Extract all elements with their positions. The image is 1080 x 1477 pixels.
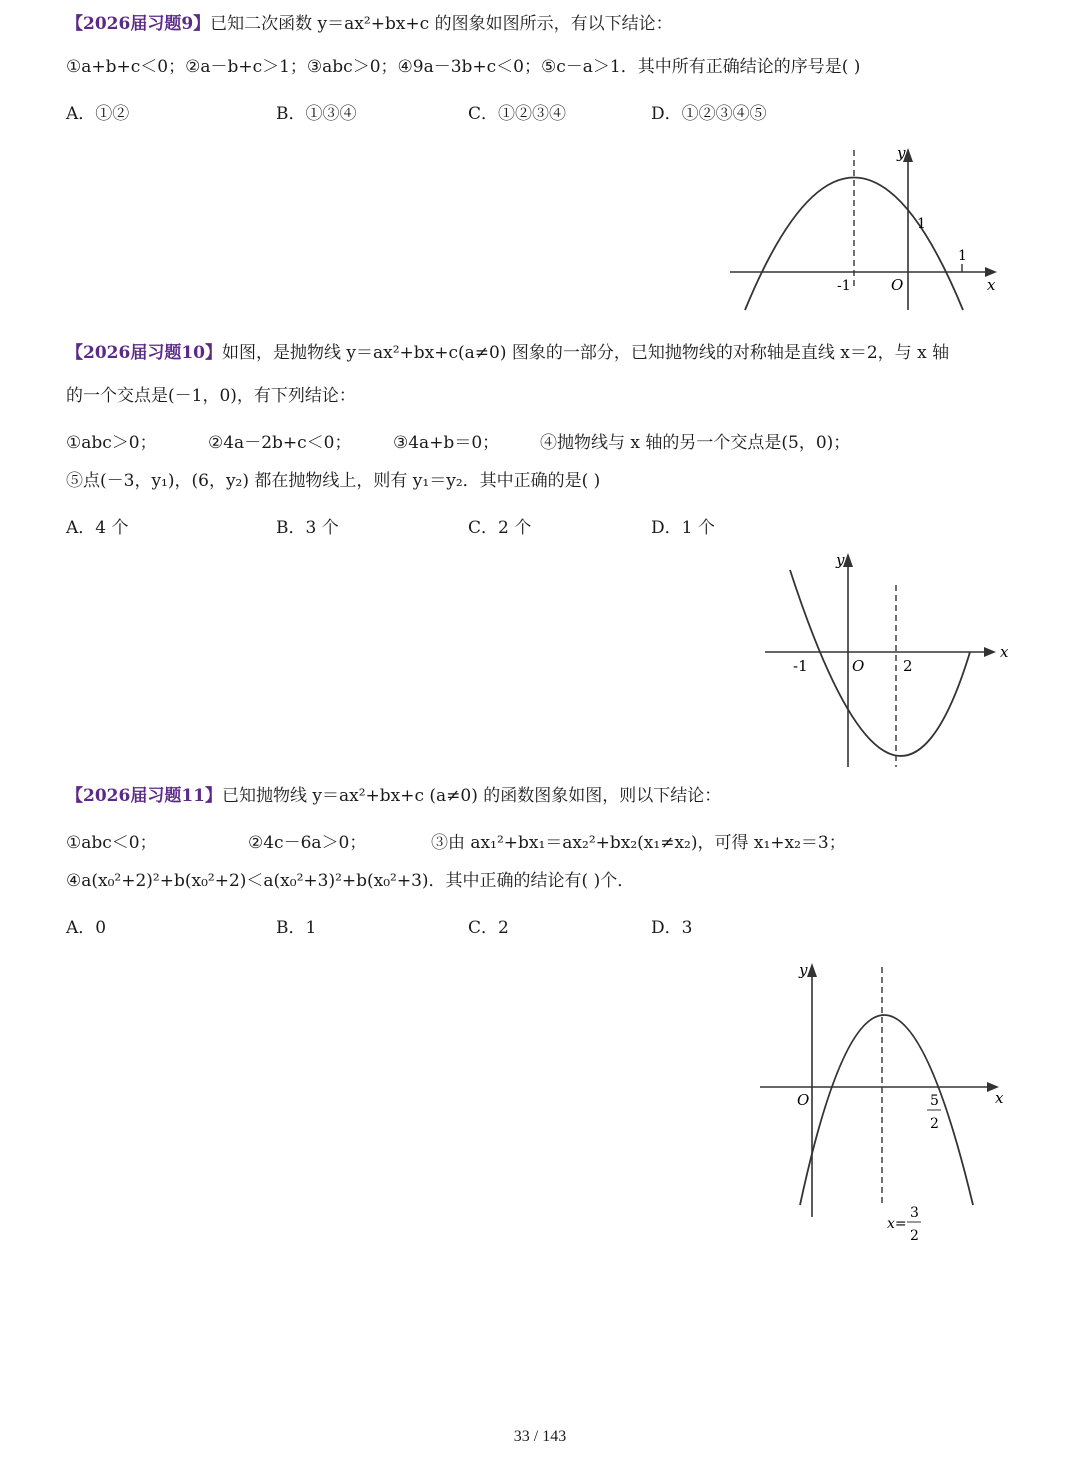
q11-label-3: 3 bbox=[910, 1205, 919, 1221]
q9-option-b[interactable]: B．①③④ bbox=[276, 104, 357, 124]
q11-label-2: 2 bbox=[930, 1116, 939, 1132]
q10-parabola bbox=[790, 570, 970, 756]
q10-option-c[interactable]: C．2 个 bbox=[468, 518, 532, 538]
q11-figure bbox=[755, 955, 1020, 1250]
q9-label-origin: O bbox=[891, 276, 904, 294]
q11-conclusion-3: ③由 ax₁²+bx₁＝ax₂²+bx₂(x₁≠x₂)，可得 x₁+x₂＝3； bbox=[431, 833, 846, 853]
q10-heading: 【2026届习题10】 bbox=[66, 343, 222, 363]
q9-stem-line bbox=[66, 13, 673, 35]
q11-parabola bbox=[800, 1015, 973, 1205]
q10-label-neg1: -1 bbox=[793, 657, 808, 675]
q10-label-origin: O bbox=[852, 657, 865, 675]
q11-conclusion-1: ①abc＜0； bbox=[66, 833, 157, 853]
q11-label-2b: 2 bbox=[910, 1228, 919, 1244]
q10-conclusion-3: ③4a+b＝0； bbox=[393, 433, 500, 453]
q10-conclusion-5: ⑤点(－3，y₁)，(6，y₂) 都在抛物线上，则有 y₁＝y₂．其中正确的是( ) bbox=[66, 471, 601, 491]
q10-x-arrow bbox=[984, 647, 996, 657]
q9-label-1-y: 1 bbox=[917, 216, 926, 232]
q10-y-arrow bbox=[843, 553, 853, 567]
q10-stem2: 的一个交点是(－1，0)，有下列结论： bbox=[66, 386, 356, 406]
q10-conclusion-4: ④抛物线与 x 轴的另一个交点是(5，0)； bbox=[540, 433, 851, 453]
q11-option-a[interactable]: A．0 bbox=[66, 918, 107, 938]
q10-figure bbox=[760, 545, 1020, 770]
q11-y-arrow bbox=[807, 963, 817, 977]
q11-label-5: 5 bbox=[930, 1093, 939, 1109]
q10-conclusion-1: ①abc＞0； bbox=[66, 433, 157, 453]
q10-label-x: x bbox=[1000, 643, 1009, 661]
q10-conclusion-2: ②4a－2b+c＜0； bbox=[208, 433, 352, 453]
q10-stem: 如图，是抛物线 y＝ax²+bx+c(a≠0) 图象的一部分，已知抛物线的对称轴是直线 x＝2，与 x 轴 bbox=[221, 343, 950, 363]
q11-label-y: y bbox=[799, 961, 808, 979]
q11-stem: 已知抛物线 y＝ax²+bx+c (a≠0) 的函数图象如图，则以下结论： bbox=[221, 786, 722, 806]
q9-option-c[interactable]: C．①②③④ bbox=[468, 104, 567, 124]
q11-label-x: x bbox=[995, 1089, 1004, 1107]
q10-option-a[interactable]: A．4 个 bbox=[66, 518, 129, 538]
q9-label-y: y bbox=[897, 144, 906, 162]
q9-figure bbox=[725, 140, 1015, 320]
q9-label-neg1: -1 bbox=[837, 278, 851, 294]
q10-option-b[interactable]: B．3 个 bbox=[276, 518, 339, 538]
q9-label-x: x bbox=[987, 276, 996, 294]
q11-conclusion-2: ②4c－6a＞0； bbox=[248, 833, 367, 853]
q11-stem-line bbox=[66, 785, 721, 807]
q11-conclusion-4: ④a(x₀²+2)²+b(x₀²+2)＜a(x₀²+3)²+b(x₀²+3)．其中正确的结论有( )个． bbox=[66, 871, 635, 891]
q9-stem: 已知二次函数 y＝ax²+bx+c 的图象如图所示，有以下结论： bbox=[210, 14, 673, 34]
q11-option-c[interactable]: C．2 bbox=[468, 918, 509, 938]
q11-heading: 【2026届习题11】 bbox=[66, 786, 222, 806]
q10-label-2: 2 bbox=[903, 657, 913, 675]
q9-option-d[interactable]: D．①②③④⑤ bbox=[651, 104, 767, 124]
q11-label-origin: O bbox=[797, 1091, 810, 1109]
q11-option-d[interactable]: D．3 bbox=[651, 918, 693, 938]
q10-label-y: y bbox=[836, 551, 845, 569]
q9-heading: 【2026届习题9】 bbox=[66, 14, 211, 34]
q9-label-1-x: 1 bbox=[958, 248, 967, 264]
q10-stem-line bbox=[66, 342, 949, 364]
q11-option-b[interactable]: B．1 bbox=[276, 918, 317, 938]
q9-conclusions: ①a+b+c＜0；②a－b+c＞1；③abc＞0；④9a－3b+c＜0；⑤c－a＞1．其中所有正确结论的序号是( ) bbox=[66, 57, 861, 77]
q11-label-axis-eq: x= bbox=[887, 1216, 907, 1232]
page-number: 33 / 143 bbox=[513, 1428, 567, 1445]
q9-option-a[interactable]: A．①② bbox=[66, 104, 130, 124]
q10-option-d[interactable]: D．1 个 bbox=[651, 518, 715, 538]
